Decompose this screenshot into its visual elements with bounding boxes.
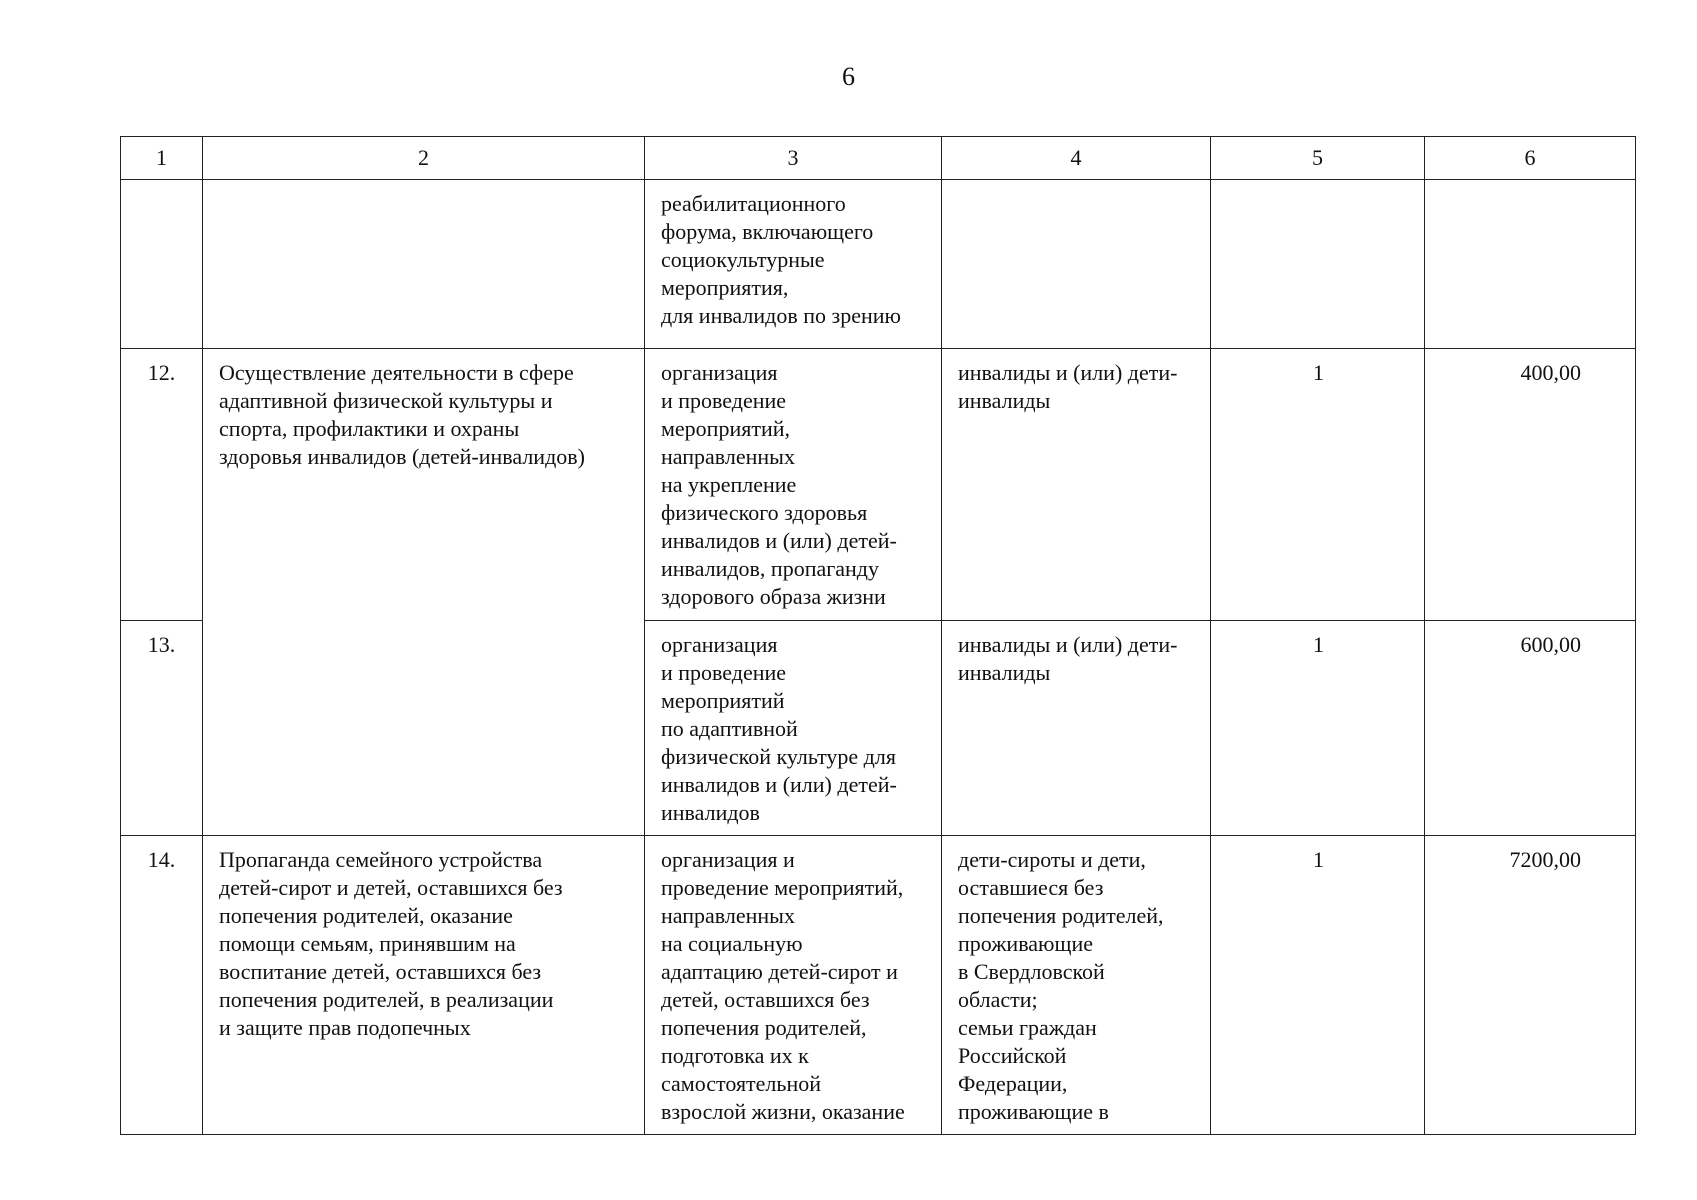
table-row (121, 349, 1636, 621)
header-cell: 6 (1425, 137, 1636, 180)
table-row (121, 180, 1636, 349)
recipients-cell (942, 180, 1211, 349)
recipients-cell: дети-сироты и дети, оставшиеся без попечения родителей, проживающие в Свердловской области; семьи граждан Российской Федерации, проживающие в (942, 836, 1211, 1135)
direction-cell (203, 180, 645, 349)
amount-cell: 600,00 (1425, 621, 1636, 836)
header-cell: 3 (645, 137, 942, 180)
data-table (120, 136, 1636, 1135)
row-number-cell (121, 180, 203, 349)
count-cell: 1 (1211, 621, 1425, 836)
row-number-cell: 12. (121, 349, 203, 621)
amount-cell: 400,00 (1425, 349, 1636, 621)
count-cell: 1 (1211, 349, 1425, 621)
header-cell: 5 (1211, 137, 1425, 180)
activity-cell: реабилитационного форума, включающего социокультурные мероприятия, для инвалидов по зрению (645, 180, 942, 349)
activity-cell: организация и проведение мероприятий, направленных на укрепление физического здоровья инвалидов и (или) детей- инвалидов, пропаганду здорового образа жизни (645, 349, 942, 621)
count-cell: 1 (1211, 836, 1425, 1135)
direction-cell: Осуществление деятельности в сфере адаптивной физической культуры и спорта, профилактики и охраны здоровья инвалидов (детей-инвалидов) (203, 349, 645, 836)
amount-cell: 7200,00 (1425, 836, 1636, 1135)
header-cell: 4 (942, 137, 1211, 180)
header-cell: 2 (203, 137, 645, 180)
recipients-cell: инвалиды и (или) дети- инвалиды (942, 349, 1211, 621)
activity-cell: организация и проведение мероприятий, направленных на социальную адаптацию детей-сирот и детей, оставшихся без попечения родителей, подготовка их к самостоятельной взрослой жизни, оказание (645, 836, 942, 1135)
row-number-cell: 13. (121, 621, 203, 836)
count-cell (1211, 180, 1425, 349)
direction-cell: Пропаганда семейного устройства детей-сирот и детей, оставшихся без попечения родителей, оказание помощи семьям, принявшим на воспитание детей, оставшихся без попечения родителей, в реализации и защите прав подопечных (203, 836, 645, 1135)
amount-cell (1425, 180, 1636, 349)
row-number-cell: 14. (121, 836, 203, 1135)
header-cell: 1 (121, 137, 203, 180)
table-row (121, 836, 1636, 1135)
table-header-row (121, 137, 1636, 180)
activity-cell: организация и проведение мероприятий по адаптивной физической культуре для инвалидов и (или) детей- инвалидов (645, 621, 942, 836)
page-number: 6 (842, 62, 855, 91)
recipients-cell: инвалиды и (или) дети- инвалиды (942, 621, 1211, 836)
